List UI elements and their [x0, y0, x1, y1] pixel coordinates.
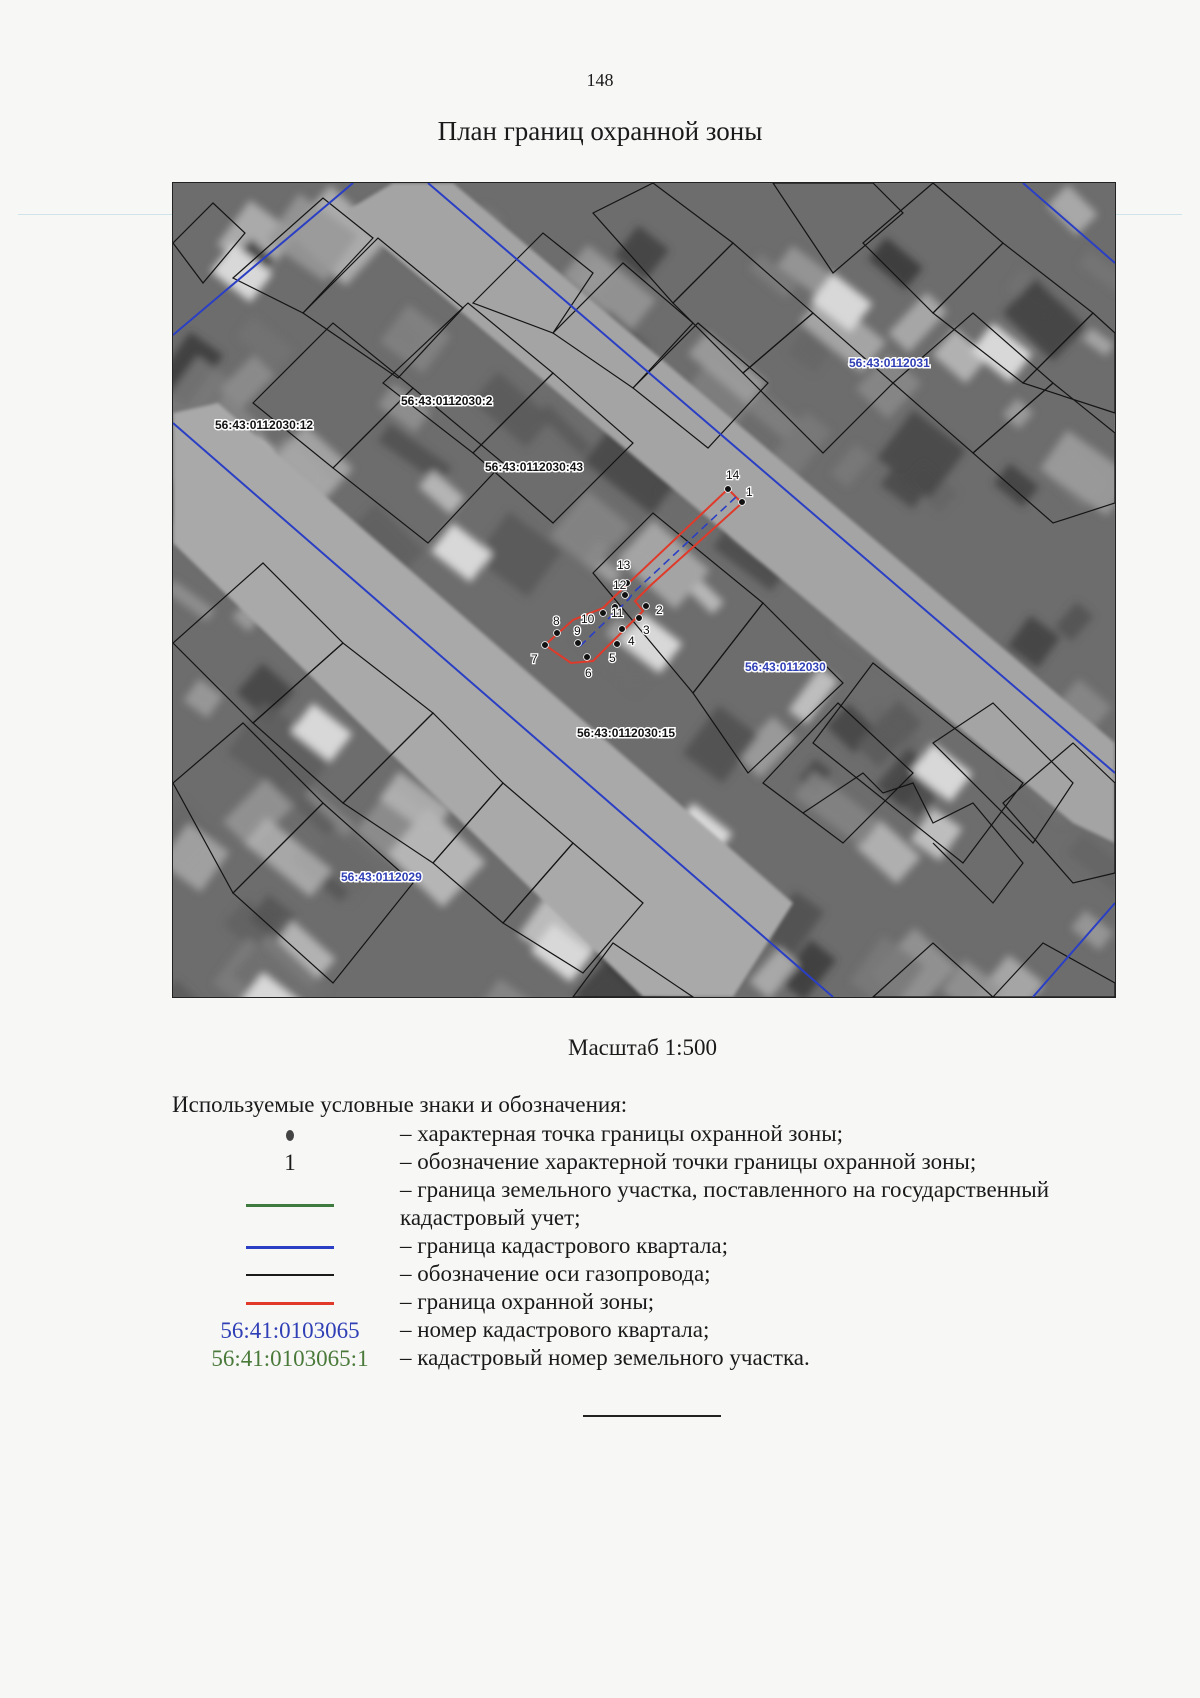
parcel-number-label: 56:43:0112030:15: [577, 726, 676, 740]
zone-point-7[interactable]: [542, 642, 549, 649]
legend-text: – кадастровый номер земельного участка.: [400, 1345, 810, 1370]
legend-text: – обозначение оси газопровода;: [400, 1261, 711, 1286]
legend-row-point: [0, 1120, 1200, 1150]
zone-point-10[interactable]: [600, 610, 607, 617]
legend-symbol: [210, 1120, 370, 1150]
zone-point-6[interactable]: [584, 654, 591, 661]
legend-text: – граница кадастрового квартала;: [400, 1233, 729, 1258]
zone-point-label-4: 4: [628, 634, 635, 648]
zone-point-2[interactable]: [643, 603, 650, 610]
quarter-number-label: 56:43:0112029: [341, 870, 422, 884]
legend-title: Используемые условные знаки и обозначения:: [172, 1092, 628, 1117]
zone-point-label-7: 7: [531, 652, 538, 666]
legend-symbol: 1: [284, 1150, 296, 1175]
legend-symbol: [210, 1190, 370, 1220]
plan-title: План границ охранной зоны: [437, 116, 763, 146]
legend-row-quarter-number: [0, 1316, 1200, 1346]
zone-point-label-5: 5: [609, 651, 616, 665]
zone-point-4[interactable]: [619, 626, 626, 633]
legend-text: – характерная точка границы охранной зоны;: [400, 1121, 844, 1146]
zone-point-14[interactable]: [725, 486, 732, 493]
legend-symbol: 56:41:0103065: [220, 1318, 360, 1343]
zone-point-label-11: 11: [611, 606, 624, 620]
parcel-number-label: 56:43:0112030:43: [485, 460, 584, 474]
zone-point-label-3: 3: [643, 623, 650, 637]
legend-row-point-label: [0, 1148, 1200, 1178]
page-number: 148: [586, 70, 614, 90]
legend-text: – обозначение характерной точки границы охранной зоны;: [400, 1149, 977, 1174]
zone-point-label-2: 2: [656, 603, 663, 617]
map-scale: Масштаб 1:500: [568, 1035, 717, 1060]
legend-row-parcel-number: [0, 1344, 1200, 1374]
legend-row-quarter: [0, 1232, 1200, 1262]
legend-text: – номер кадастрового квартала;: [400, 1317, 710, 1342]
legend-row-gas-axis: [0, 1260, 1200, 1290]
legend-row-zone: [0, 1288, 1200, 1318]
blue-line-icon: [246, 1246, 334, 1249]
cadastral-map[interactable]: [173, 183, 1115, 997]
bottom-rule: [583, 1415, 721, 1417]
zone-point-5[interactable]: [614, 641, 621, 648]
black-line-icon: [246, 1274, 334, 1276]
quarter-number-label: 56:43:0112031: [849, 356, 930, 370]
zone-point-3[interactable]: [636, 615, 643, 622]
legend-text: – граница охранной зоны;: [400, 1289, 655, 1314]
map-frame[interactable]: [172, 182, 1116, 998]
parcel-number-label: 56:43:0112030:2: [401, 394, 493, 408]
legend-symbol: [210, 1288, 370, 1318]
zone-point-label-9: 9: [574, 624, 581, 638]
zone-point-9[interactable]: [575, 640, 582, 647]
zone-point-label-10: 10: [581, 612, 595, 626]
legend-symbol: 56:41:0103065:1: [211, 1346, 369, 1371]
legend-symbol: [210, 1260, 370, 1290]
zone-point-label-13: 13: [617, 558, 631, 572]
legend-text: – граница земельного участка, поставленного на государственный кадастровый учет;: [400, 1177, 1050, 1230]
red-line-icon: [246, 1302, 334, 1305]
zone-point-8[interactable]: [554, 630, 561, 637]
zone-point-label-8: 8: [553, 614, 560, 628]
zone-point-label-6: 6: [585, 666, 592, 680]
quarter-number-label: 56:43:0112030: [745, 660, 826, 674]
zone-point-12[interactable]: [622, 592, 629, 599]
zone-point-label-14: 14: [726, 468, 740, 482]
zone-point-label-1: 1: [746, 485, 753, 499]
zone-point-1[interactable]: [739, 499, 746, 506]
legend-symbol: [210, 1232, 370, 1262]
parcel-number-label: 56:43:0112030:12: [215, 418, 314, 432]
green-line-icon: [246, 1204, 334, 1207]
legend-row-parcel: [0, 1176, 1200, 1232]
point-dot-icon: [286, 1130, 294, 1141]
zone-point-label-12: 12: [613, 578, 627, 592]
